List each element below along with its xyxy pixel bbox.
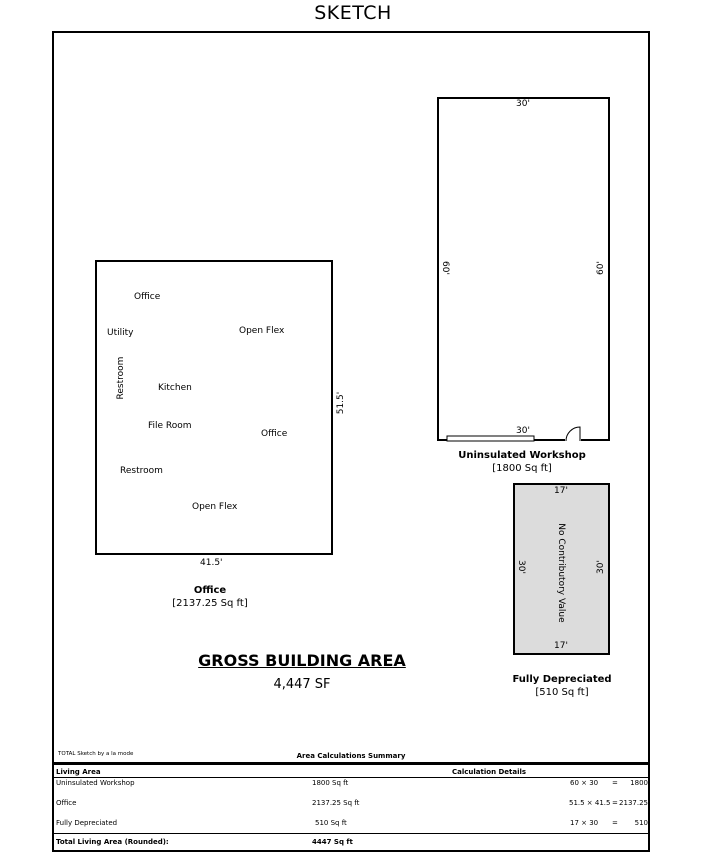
workshop-area-sqft: [1800 Sq ft] — [492, 463, 552, 474]
depreciated-area-name: Fully Depreciated — [512, 674, 612, 685]
col-header-calculation-details: Calculation Details — [452, 768, 527, 776]
room-label-office-2: Office — [261, 429, 288, 439]
workshop-dim-left: 60' — [440, 261, 450, 275]
depreciated-dim-right: 30' — [596, 560, 606, 574]
office-dim-right: 51.5' — [336, 391, 346, 415]
room-label-kitchen: Kitchen — [158, 383, 192, 393]
row-name: Uninsulated Workshop — [56, 779, 135, 787]
table-header-divider — [52, 777, 650, 778]
row-eq: = — [612, 819, 618, 827]
room-label-office-1: Office — [134, 292, 161, 302]
page-title: SKETCH — [314, 2, 392, 24]
row-area: 1800 Sq ft — [312, 779, 349, 787]
row-eq: = — [612, 779, 618, 787]
row-result: 1800 — [630, 779, 648, 787]
depreciated-area-sqft: [510 Sq ft] — [535, 687, 589, 698]
workshop-dim-right: 60' — [596, 261, 606, 275]
summary-title: Area Calculations Summary — [296, 752, 406, 760]
workshop-area-name: Uninsulated Workshop — [458, 450, 586, 461]
tool-note: TOTAL Sketch by a la mode — [58, 751, 134, 757]
workshop-dim-bottom: 30' — [516, 426, 530, 436]
room-label-open-flex-2: Open Flex — [192, 502, 238, 512]
room-label-restroom-1: Restroom — [116, 356, 126, 400]
room-label-utility: Utility — [107, 328, 134, 338]
office-dim-bottom: 41.5' — [200, 558, 223, 568]
area-calculations-table — [52, 762, 650, 852]
gross-building-area-value: 4,447 SF — [273, 677, 331, 692]
row-result: 510 — [634, 819, 648, 827]
row-area: 510 Sq ft — [315, 819, 347, 827]
row-name: Fully Depreciated — [56, 819, 118, 827]
depreciated-interior-label: No Contributory Value — [556, 523, 566, 623]
total-living-area-label: Total Living Area (Rounded): — [56, 838, 169, 846]
room-label-open-flex-1: Open Flex — [239, 326, 285, 336]
room-label-file-room: File Room — [148, 421, 192, 431]
col-header-living-area: Living Area — [56, 768, 101, 776]
table-total-divider — [52, 833, 650, 834]
row-calc: 60 × 30 — [570, 779, 599, 787]
gross-building-area-title: GROSS BUILDING AREA — [198, 651, 406, 670]
row-eq: = — [612, 799, 618, 807]
row-name: Office — [56, 799, 77, 807]
sliding-door-symbol — [447, 436, 534, 441]
depreciated-dim-top: 17' — [554, 486, 568, 496]
office-area-name: Office — [193, 585, 227, 596]
workshop-dim-top: 30' — [516, 99, 530, 109]
total-living-area-value: 4447 Sq ft — [312, 838, 353, 846]
row-calc: 51.5 × 41.5 — [569, 799, 611, 807]
workshop-room-outline — [437, 97, 610, 441]
room-label-restroom-2: Restroom — [120, 466, 163, 476]
depreciated-dim-left: 30' — [516, 560, 526, 574]
row-area: 2137.25 Sq ft — [312, 799, 360, 807]
office-area-sqft: [2137.25 Sq ft] — [172, 598, 248, 609]
row-calc: 17 × 30 — [570, 819, 599, 827]
row-result: 2137.25 — [619, 799, 648, 807]
depreciated-dim-bottom: 17' — [554, 641, 568, 651]
